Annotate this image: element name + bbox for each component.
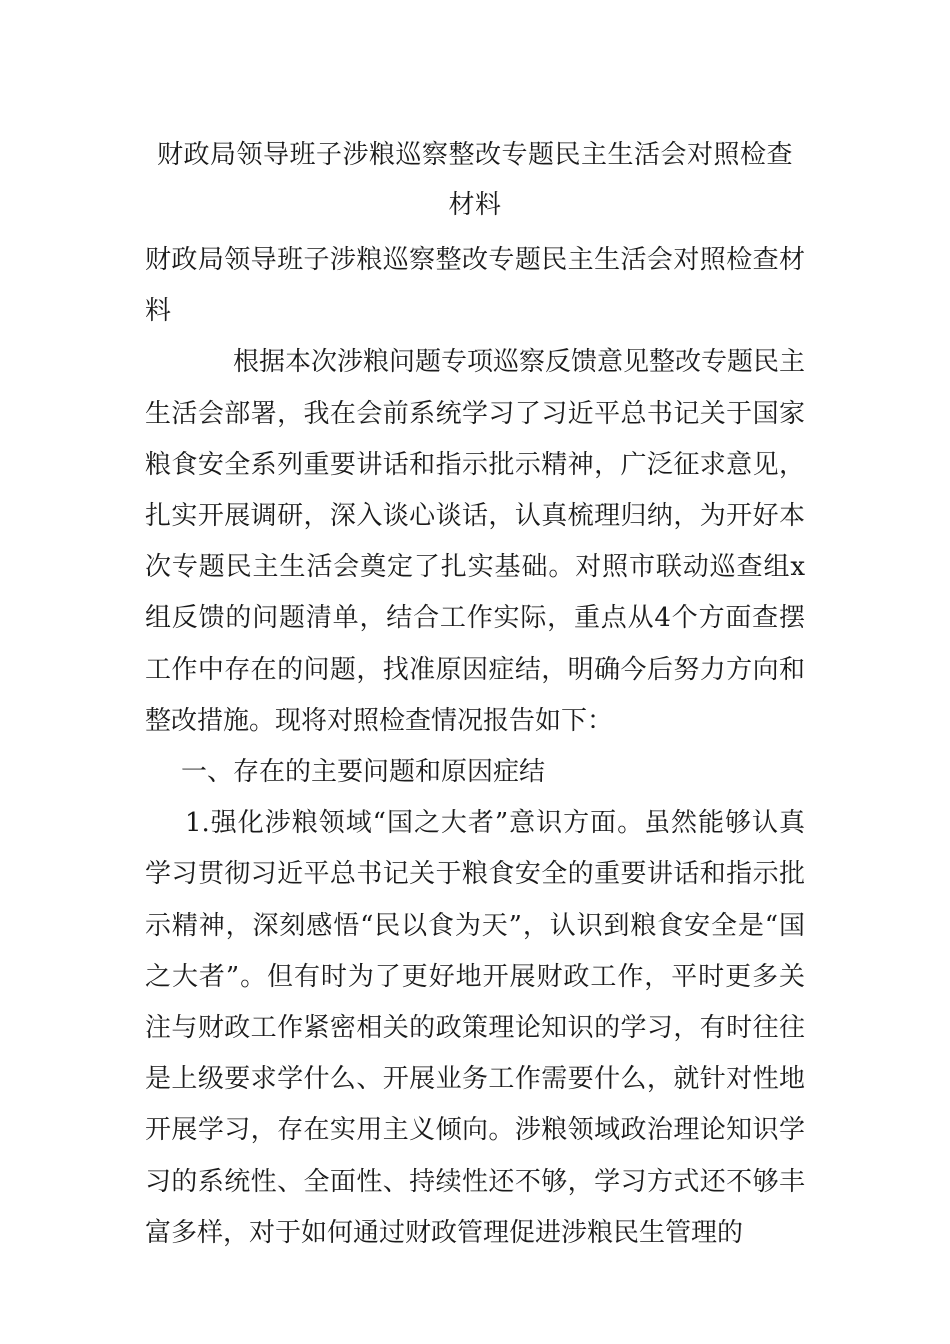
intro-paragraph: 根据本次涉粮问题专项巡察反馈意见整改专题民主生活会部署，我在会前系统学习了习近平总书记关于国家粮食安全系列重要讲话和指示批示精神，广泛征求意见，扎实开展调研，深入谈心谈话，认真梳理归纳，为开好本次专题民主生活会奠定了扎实基础。对照市联动巡查组x组反馈的问题清单，结合工作实际，重点从4个方面查摆工作中存在的问题，找准原因症结，明确今后努力方向和整改措施。现将对照检查情况报告如下： [145, 347, 806, 736]
document-subtitle: 财政局领导班子涉粮巡察整改专题民主生活会对照检查材料 [145, 245, 805, 327]
document-body [145, 235, 805, 1259]
document-title: 财政局领导班子涉粮巡察整改专题民主生活会对照检查材料 [156, 140, 793, 220]
item-1-paragraph: 1.强化涉粮领域“国之大者”意识方面。虽然能够认真学习贯彻习近平总书记关于粮食安全的重要讲话和指示批示精神，深刻感悟“民以食为天”，认识到粮食安全是“国之大者”。但有时为了更好地开展财政工作，平时更多关注与财政工作紧密相关的政策理论知识的学习，有时往往是上级要求学什么、开展业务工作需要什么，就针对性地开展学习，存在实用主义倾向。涉粮领域政治理论知识学习的系统性、全面性、持续性还不够，学习方式还不够丰富多样，对于如何通过财政管理促进涉粮民生管理的 [145, 808, 805, 1248]
section-heading: 一、存在的主要问题和原因症结 [181, 757, 546, 788]
